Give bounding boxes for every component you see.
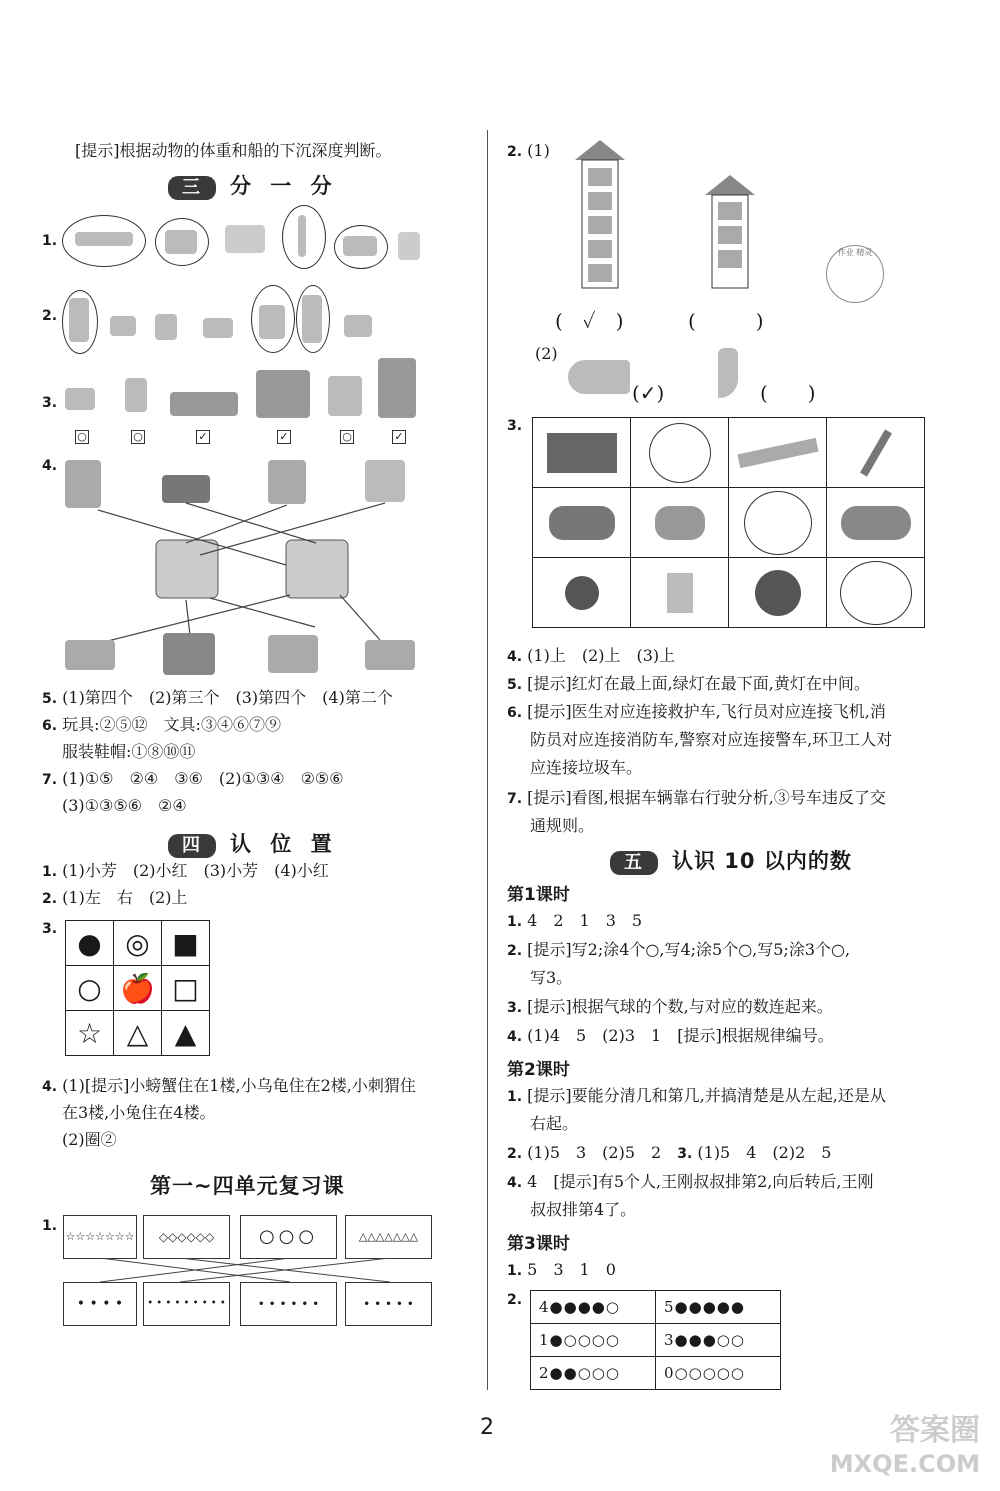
answer-line: 1. 4 2 1 3 5: [507, 911, 643, 930]
lesson-heading: 第3课时: [507, 1234, 570, 1254]
grid-cell: ■: [162, 921, 210, 966]
answer-text: (1)①⑤ ②④ ③⑥ (2)①③④ ②⑤⑥: [62, 769, 344, 788]
answer-line: 4. 4 [提示]有5个人,王刚叔叔排第2,向后转后,王刚: [507, 1172, 874, 1191]
tricycle-cell: [631, 488, 729, 558]
answer-text: 右起。: [530, 1114, 579, 1133]
tip-label: 提示: [559, 1172, 592, 1191]
checkbox: ✓: [392, 430, 406, 444]
tip-label: 提示: [533, 1086, 566, 1105]
fries-picture: [155, 314, 177, 340]
column-divider: [487, 130, 488, 1390]
watermark: 答案圈: [890, 1413, 980, 1448]
tip-label: 提示: [533, 997, 566, 1016]
top-toy-picture: [125, 378, 147, 412]
section-4-heading: [168, 828, 338, 858]
question-number: 2.: [42, 308, 58, 324]
dots-table: [530, 1290, 781, 1390]
tip-text: 根据动物的体重和船的下沉深度判断。: [119, 141, 392, 160]
motorcycle-cell: [533, 488, 631, 558]
scooter-picture: [225, 225, 265, 253]
answer-line: [62, 795, 187, 817]
mug-cell: [729, 488, 827, 558]
answer-line: [62, 741, 195, 763]
dots-box: • • • • • • • • •: [143, 1282, 230, 1326]
answer-line: 3. [提示]根据气球的个数,与对应的数连起来。: [507, 997, 833, 1016]
question-number: 3.: [42, 395, 58, 411]
pepper-picture: [718, 348, 738, 398]
answer-line: 1. (1)小芳 (2)小红 (3)小芳 (4)小红: [42, 861, 329, 880]
tip-label: 提示: [81, 141, 114, 160]
question-number: 1.: [42, 1218, 58, 1234]
answer-line: 6. 玩具:②⑤⑫ 文具:③④⑥⑦⑨: [42, 715, 281, 734]
answer-text: (1)[提示]小螃蟹住在1楼,小乌龟住在2楼,小刺猬住: [62, 1076, 416, 1095]
lesson-heading: 第2课时: [507, 1060, 570, 1080]
stars-box: ☆☆☆☆☆☆☆: [63, 1215, 137, 1259]
dots-box: • • • • •: [345, 1282, 432, 1326]
question-number: 3.: [42, 921, 58, 937]
grid-cell: ☆: [66, 1011, 114, 1056]
dots-box: • • • • • •: [240, 1282, 337, 1326]
grid-cell: □: [162, 966, 210, 1011]
answer-text: 写2;涂4个○,写4;涂5个○,写5;涂3个○,: [571, 940, 851, 959]
answer-line: [530, 1199, 636, 1221]
tip-line: [提示]根据动物的体重和船的下沉深度判断。: [75, 141, 392, 160]
slippers-picture: [65, 640, 115, 670]
answer-text: (1)5 3 (2)5 2: [527, 1143, 662, 1162]
drum-picture: [65, 388, 95, 410]
watermark-url: MXQE.COM: [829, 1450, 980, 1478]
checkbox: ○: [75, 430, 89, 444]
answer-text: (1)左 右 (2)上: [62, 888, 188, 907]
water-bottle-picture: [302, 295, 322, 343]
answer-text: 根据规律编号。: [721, 1026, 834, 1045]
sofa-picture: [170, 392, 238, 416]
matching-diagram: [60, 455, 440, 685]
building-figures: [570, 140, 770, 300]
grid-cell: ◎: [114, 921, 162, 966]
cupcake-picture: [344, 315, 372, 337]
answer-text: 4: [527, 1172, 538, 1191]
section-badge: 五: [610, 851, 658, 875]
tip-label: 提示: [533, 702, 566, 721]
answer-text: (1)第四个 (2)第三个 (3)第四个 (4)第二个: [62, 688, 393, 707]
stamp: [826, 245, 884, 303]
answer-text: 通规则。: [530, 816, 595, 835]
answer-line: [530, 815, 594, 837]
picture-grid: [532, 417, 925, 628]
drink-cup-picture: [259, 305, 285, 339]
ruler-cell: [729, 418, 827, 488]
section-title: 认识 10 以内的数: [672, 849, 852, 873]
answer-text: 玩具:②⑤⑫ 文具:③④⑥⑦⑨: [62, 715, 281, 734]
answer-line: [530, 729, 892, 751]
paddle-cell: [533, 558, 631, 628]
answer-line: 1. 5 3 1 0: [507, 1260, 616, 1279]
carrot-picture: [568, 360, 630, 394]
dots-cell: 0○○○○○: [656, 1357, 781, 1390]
answer-line: 2. (1): [507, 141, 550, 160]
pencil-picture: [298, 215, 306, 257]
stamp-text: 作业 精灵: [837, 248, 873, 257]
section-title: 分 一 分: [230, 174, 338, 198]
section-title: 认 位 置: [230, 832, 338, 856]
question-number: 3.: [507, 418, 523, 434]
section-badge: 四: [168, 834, 216, 858]
grid-cell: ▲: [162, 1011, 210, 1056]
answer-text: (1)上 (2)上 (3)上: [527, 646, 676, 665]
page-number: 2: [480, 1415, 494, 1440]
review-heading: 第一~四单元复习课: [150, 1174, 345, 1198]
shape-grid: [65, 920, 210, 1056]
answer-mark: ( ): [760, 381, 816, 405]
notebook-cell: [533, 418, 631, 488]
ruler-picture: [75, 232, 133, 246]
dots-cell: 4●●●●○: [531, 1291, 656, 1324]
duck-toy-picture: [398, 232, 420, 260]
answer-mark: (✓): [632, 381, 665, 405]
pencil-sharpener-picture: [165, 230, 197, 254]
answer-line: 4. (1)上 (2)上 (3)上: [507, 646, 676, 665]
grid-cell: ○: [66, 966, 114, 1011]
answer-text: 医生对应连接救护车,飞行员对应连接飞机,消: [571, 702, 886, 721]
question-number: 4.: [42, 458, 58, 474]
answer-mark: ( ): [688, 309, 764, 333]
circles-box: ○○○: [240, 1215, 337, 1259]
pencil-cell: [827, 418, 925, 488]
tshirt-picture: [365, 460, 405, 502]
cake-picture: [203, 318, 233, 338]
sweater-picture: [268, 460, 306, 504]
answer-line: [62, 1129, 117, 1151]
connect-lines: [60, 1258, 440, 1282]
grid-cell: ●: [66, 921, 114, 966]
answer-text: (1)小芳 (2)小红 (3)小芳 (4)小红: [62, 861, 329, 880]
shuttlecock-cell: [631, 558, 729, 628]
answer-text: 要能分清几和第几,并搞清楚是从左起,还是从: [571, 1086, 886, 1105]
answer-text: 有5个人,王刚叔叔排第2,向后转后,王刚: [597, 1172, 874, 1191]
dots-cell: 1●○○○○: [531, 1324, 656, 1357]
checkbox: ○: [340, 430, 354, 444]
grid-cell: 🍎: [114, 966, 162, 1011]
answer-line: [62, 1102, 215, 1124]
answer-text: (3)①③⑤⑥ ②④: [62, 796, 187, 815]
answer-text: 叔叔排第4了。: [530, 1200, 637, 1219]
section-5-heading: [610, 845, 852, 875]
answer-text: 应连接垃圾车。: [530, 758, 643, 777]
tip-label: 提示: [533, 940, 566, 959]
answer-line: [535, 343, 558, 365]
baby-clothes-picture: [268, 635, 318, 673]
answer-text: 写3。: [530, 968, 573, 987]
answer-line: 7. [提示]看图,根据车辆靠右行驶分析,③号车违反了交: [507, 788, 886, 807]
tip-label: 提示: [683, 1026, 716, 1045]
dots-cell: 2●●○○○: [531, 1357, 656, 1390]
answer-line: 1. [提示]要能分清几和第几,并搞清楚是从左起,还是从: [507, 1086, 886, 1105]
diamonds-box: ◇◇◇◇◇◇: [143, 1215, 230, 1259]
wardrobe-picture: [286, 540, 348, 598]
answer-text: 5 3 1 0: [527, 1260, 616, 1279]
question-number: 2.: [507, 1292, 523, 1308]
bottle-picture: [69, 298, 89, 342]
flats-picture: [365, 640, 415, 670]
question-number: 1.: [42, 233, 58, 249]
answer-line: [530, 967, 572, 989]
tip-label: 提示: [533, 788, 566, 807]
answer-text: 4 2 1 3 5: [527, 911, 643, 930]
answer-text: (2)圈②: [62, 1130, 117, 1149]
answer-line: 4. (1)[提示]小螃蟹住在1楼,小乌龟住在2楼,小刺猬住: [42, 1076, 416, 1095]
triangles-box: △△△△△△△: [345, 1215, 432, 1259]
answer-mark: ( ✓ ): [555, 309, 624, 333]
ball-cell: [729, 558, 827, 628]
socks-cell: [631, 418, 729, 488]
dots-cell: 5●●●●●: [656, 1291, 781, 1324]
dots-box: • • • •: [63, 1282, 137, 1326]
answer-text: 红灯在最上面,绿灯在最下面,黄灯在中间。: [571, 674, 870, 693]
car-cell: [827, 488, 925, 558]
answer-text: (1): [527, 141, 550, 160]
answer-line: 2. [提示]写2;涂4个○,写4;涂5个○,写5;涂3个○,: [507, 940, 851, 959]
answer-text: 根据气球的个数,与对应的数连起来。: [571, 997, 833, 1016]
burger-picture: [110, 316, 136, 336]
answer-line: 6. [提示]医生对应连接救护车,飞行员对应连接飞机,消: [507, 702, 886, 721]
answer-line: 2. (1)左 右 (2)上: [42, 888, 188, 907]
section-badge: 三: [168, 176, 216, 200]
answer-text: (1)5 4 (2)2 5: [697, 1143, 832, 1162]
answer-text: 看图,根据车辆靠右行驶分析,③号车违反了交: [571, 788, 886, 807]
teddy-bear-picture: [328, 376, 362, 416]
answer-line: 5. [提示]红灯在最上面,绿灯在最下面,黄灯在中间。: [507, 674, 870, 693]
shoes-picture: [162, 475, 210, 503]
shoes-cell: [827, 558, 925, 628]
answer-text: 服装鞋帽:①⑧⑩⑪: [62, 742, 196, 761]
section-3-heading: [168, 170, 338, 200]
desk-picture: [256, 370, 310, 418]
answer-text: (1)4 5 (2)3 1: [527, 1026, 662, 1045]
checkbox: ✓: [196, 430, 210, 444]
answer-line: 5. (1)第四个 (2)第三个 (3)第四个 (4)第二个: [42, 688, 393, 707]
coat-picture: [65, 460, 101, 508]
answer-text: (2): [535, 344, 558, 363]
answer-line: [530, 1113, 578, 1135]
lesson-heading: 第1课时: [507, 885, 570, 905]
dots-cell: 3●●●○○: [656, 1324, 781, 1357]
answer-text: 在3楼,小兔住在4楼。: [62, 1103, 216, 1122]
answer-line: 7. (1)①⑤ ②④ ③⑥ (2)①③④ ②⑤⑥: [42, 769, 344, 788]
checkbox: ○: [131, 430, 145, 444]
grid-cell: △: [114, 1011, 162, 1056]
bookshelf-picture: [378, 358, 416, 418]
answer-line: 2. (1)5 3 (2)5 2 3. (1)5 4 (2)2 5: [507, 1143, 832, 1162]
wardrobe-picture: [156, 540, 218, 598]
pencil-box-picture: [343, 236, 377, 256]
answer-text: 防员对应连接消防车,警察对应连接警车,环卫工人对: [530, 730, 893, 749]
tip-label: 提示: [533, 674, 566, 693]
checkbox: ✓: [277, 430, 291, 444]
jacket-picture: [163, 633, 215, 675]
answer-line: 4. (1)4 5 (2)3 1 [提示]根据规律编号。: [507, 1026, 834, 1045]
answer-line: [530, 757, 642, 779]
